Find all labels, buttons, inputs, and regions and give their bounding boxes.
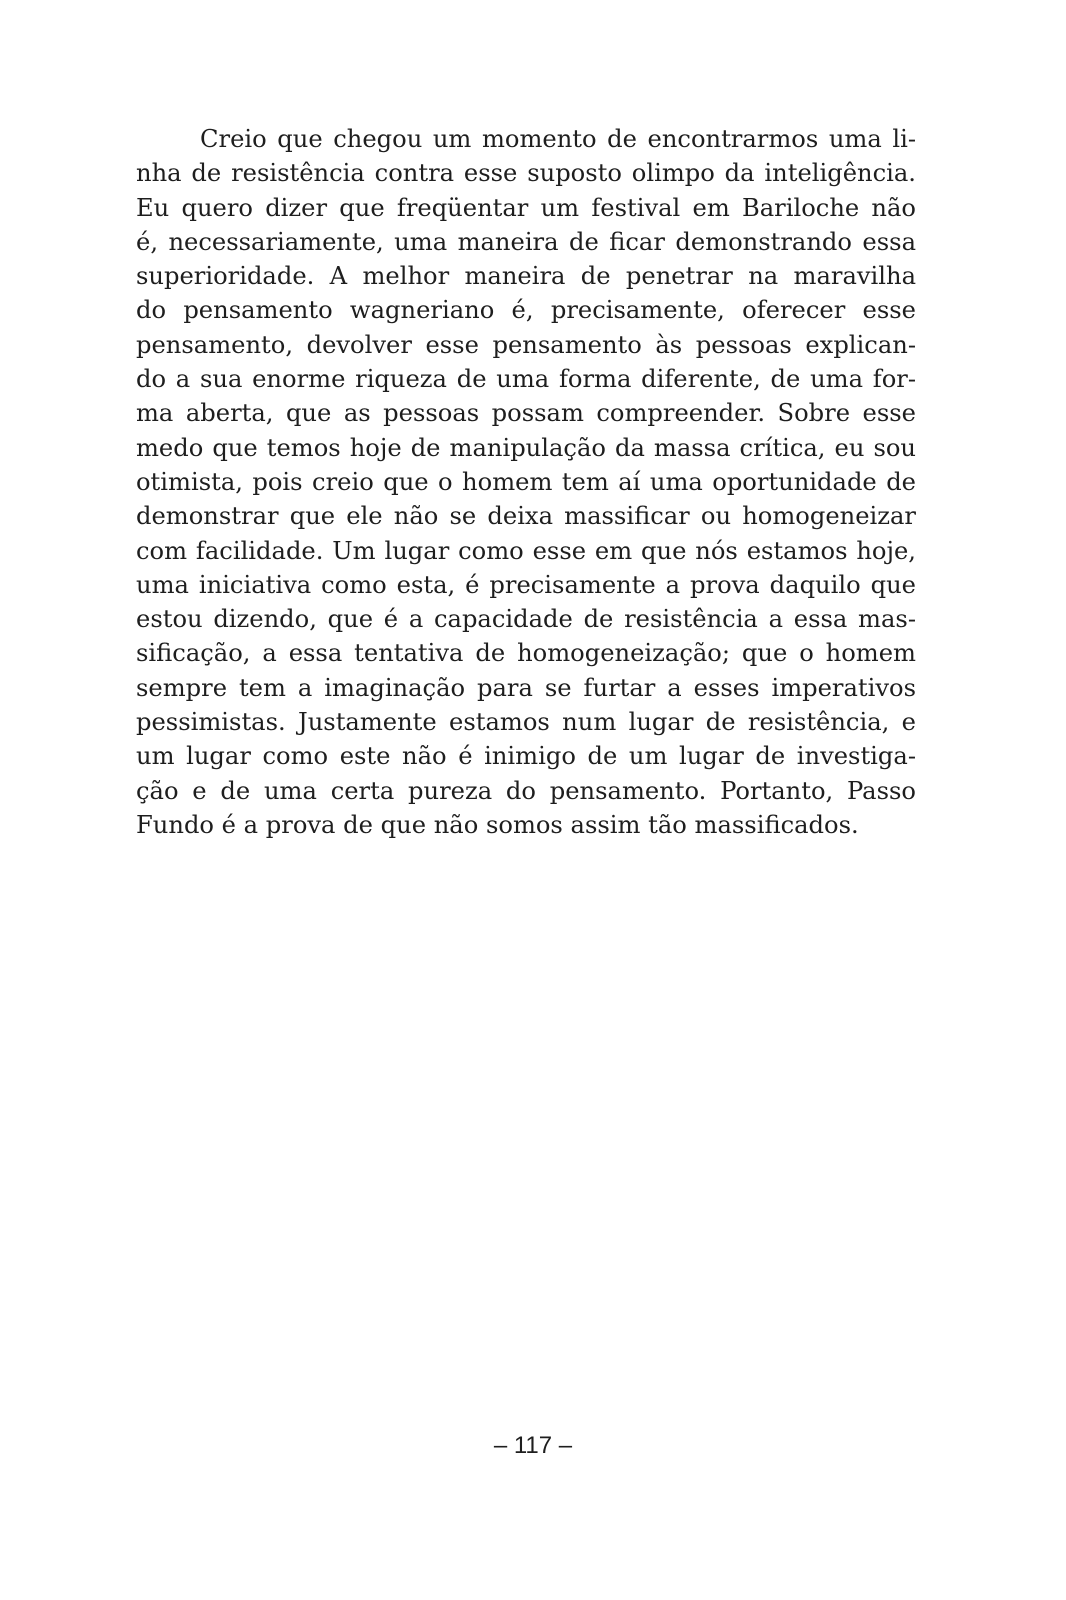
body-paragraph bbox=[136, 122, 916, 842]
text-line: Eu quero dizer que freqüentar um festival em Bariloche não bbox=[136, 193, 916, 222]
text-line: ma aberta, que as pessoas possam compreender. Sobre esse bbox=[136, 399, 916, 428]
text-line: pensamento, devolver esse pensamento às pessoas explican- bbox=[136, 330, 916, 359]
text-line: otimista, pois creio que o homem tem aí uma oportunidade de bbox=[136, 467, 916, 496]
text-line: pessimistas. Justamente estamos num lugar de resistência, e bbox=[136, 708, 916, 737]
text-line: nha de resistência contra esse suposto olimpo da inteligência. bbox=[136, 159, 916, 188]
text-line: Fundo é a prova de que não somos assim tão massificados. bbox=[136, 810, 859, 839]
text-line: é, necessariamente, uma maneira de ficar demonstrando essa bbox=[136, 227, 916, 256]
text-line: sificação, a essa tentativa de homogeneização; que o homem bbox=[136, 639, 916, 668]
page-number: – 117 – bbox=[493, 1432, 573, 1459]
text-line: medo que temos hoje de manipulação da massa crítica, eu sou bbox=[136, 433, 916, 462]
text-line: demonstrar que ele não se deixa massificar ou homogeneizar bbox=[136, 502, 916, 531]
text-line: superioridade. A melhor maneira de penetrar na maravilha bbox=[136, 262, 916, 291]
text-line: uma iniciativa como esta, é precisamente a prova daquilo que bbox=[136, 570, 916, 599]
text-line: Creio que chegou um momento de encontrarmos uma li- bbox=[200, 125, 916, 153]
text-line: do a sua enorme riqueza de uma forma diferente, de uma for- bbox=[136, 365, 916, 394]
text-line: com facilidade. Um lugar como esse em que nós estamos hoje, bbox=[136, 536, 916, 565]
text-line: ção e de uma certa pureza do pensamento. Portanto, Passo bbox=[136, 776, 916, 805]
text-line: um lugar como este não é inimigo de um lugar de investiga- bbox=[136, 742, 916, 771]
text-line: estou dizendo, que é a capacidade de resistência a essa mas- bbox=[136, 605, 916, 634]
text-line: do pensamento wagneriano é, precisamente, oferecer esse bbox=[136, 296, 916, 325]
text-line: sempre tem a imaginação para se furtar a esses imperativos bbox=[136, 673, 916, 702]
